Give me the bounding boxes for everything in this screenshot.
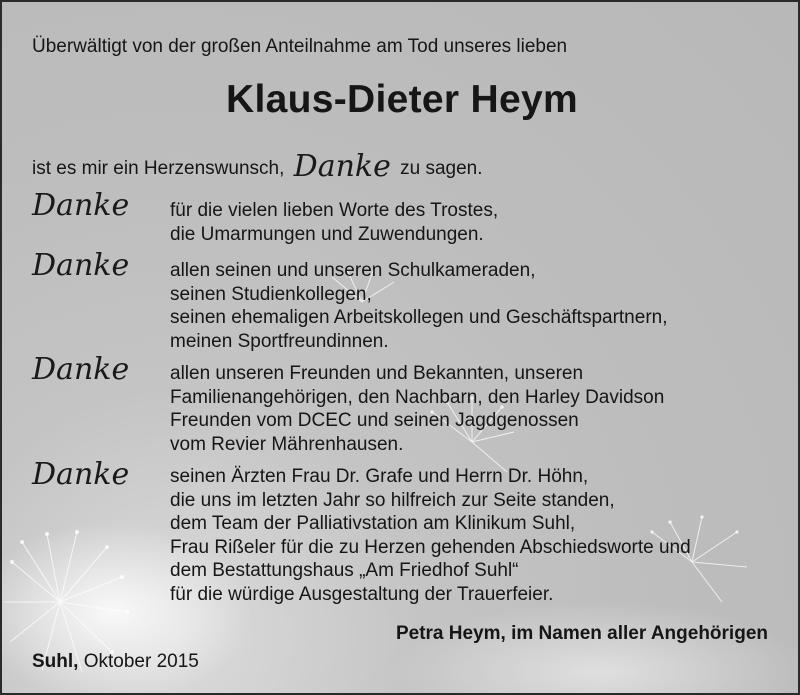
thanks-line: Freunden vom DCEC und seinen Jagdgenossen <box>170 410 579 431</box>
thanks-line: Frau Rißeler für die zu Herzen gehenden Abschiedsworte und <box>170 536 691 558</box>
thanks-line: für die vielen lieben Worte des Trostes, <box>170 200 499 221</box>
thanks-line: seinen Ärzten Frau Dr. Grafe und Herrn Dr. Höhn, <box>170 466 589 487</box>
thanks-line: die Umarmungen und Zuwendungen. <box>170 223 484 245</box>
signature: Petra Heym, im Namen aller Angehörigen <box>395 623 768 644</box>
thanks-block-4 <box>170 465 691 606</box>
thanks-line: seinen Studienkollegen, <box>170 283 372 305</box>
thanks-line: Familienangehörigen, den Nachbarn, den Harley Davidson <box>170 386 665 408</box>
danke-heading-3: Danke <box>32 352 130 387</box>
thanks-line: dem Bestattungshaus „Am Friedhof Suhl“ <box>170 560 519 581</box>
wish-script-word: Danke <box>293 149 391 184</box>
date: Oktober 2015 <box>83 651 199 672</box>
thanks-line: seinen ehemaligen Arbeitskollegen und Geschäftspartnern, <box>170 307 668 328</box>
danke-heading-1: Danke <box>32 188 130 223</box>
place: Suhl, <box>32 651 79 672</box>
thanks-line: für die würdige Ausgestaltung der Trauerfeier. <box>170 583 554 605</box>
wish-line <box>32 149 483 184</box>
thanks-block-2 <box>170 259 668 353</box>
thanks-block-1 <box>170 199 498 246</box>
thanks-line: allen seinen und unseren Schulkameraden, <box>170 260 536 281</box>
thanks-block-3 <box>170 362 664 456</box>
wish-after: zu sagen. <box>400 158 483 179</box>
danke-heading-2: Danke <box>32 248 130 283</box>
thanks-line: allen unseren Freunden und Bekannten, unseren <box>170 363 584 384</box>
thanks-line: dem Team der Palliativstation am Klinikum Suhl, <box>170 513 576 534</box>
intro-text: Überwältigt von der großen Anteilnahme am Tod unseres lieben <box>32 36 568 57</box>
deceased-name: Klaus-Dieter Heym <box>226 78 578 121</box>
danke-heading-4: Danke <box>32 457 130 492</box>
place-date <box>32 651 199 673</box>
thanks-line: meinen Sportfreundinnen. <box>170 330 389 352</box>
wish-before: ist es mir ein Herzenswunsch, <box>32 158 285 179</box>
thanks-line: vom Revier Mährenhausen. <box>170 433 404 455</box>
thanks-line: die uns im letzten Jahr so hilfreich zur Seite standen, <box>170 489 615 511</box>
